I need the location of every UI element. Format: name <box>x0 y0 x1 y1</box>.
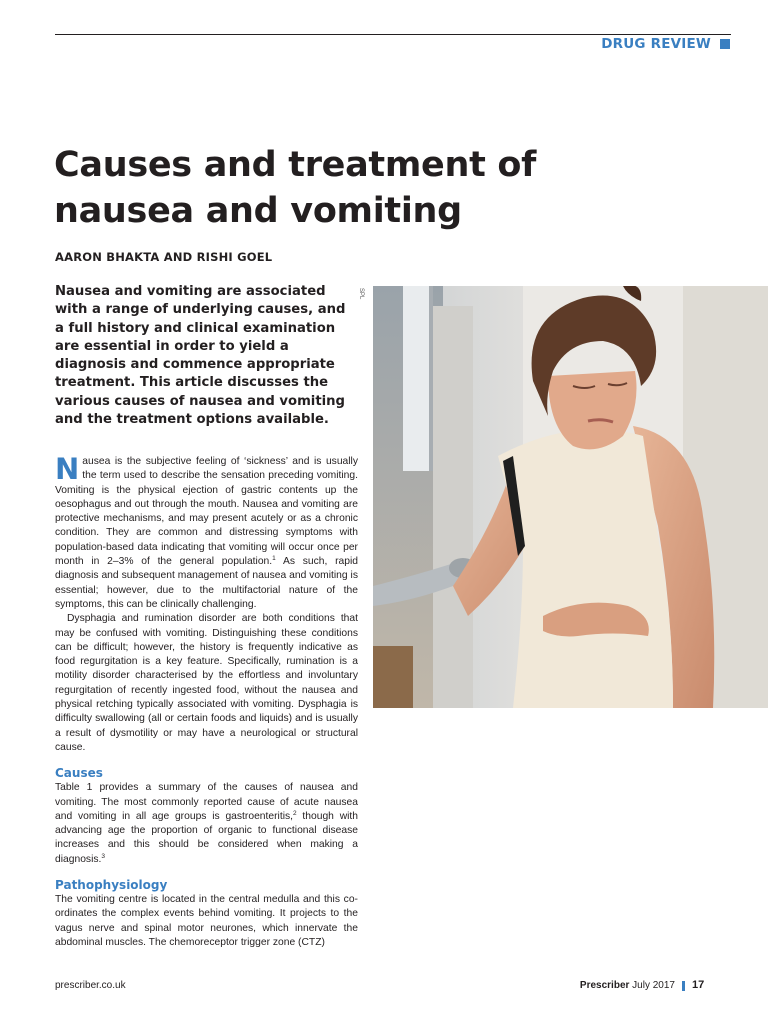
paragraph-4: The vomiting centre is located in the central medulla and this co-ordinates the complex events behind vomiting. It projects to the vagus nerve and spinal motor neurones, which innervate the abdominal muscles. The chemoreceptor trigger zone (CTZ) <box>55 894 358 948</box>
title-line-1: Causes and treatment of <box>54 145 537 185</box>
title-line-2: nausea and vomiting <box>54 191 462 231</box>
footer-journal: Prescriber <box>579 980 630 991</box>
drop-cap: N <box>55 452 80 486</box>
paragraph-2: Dysphagia and rumination disorder are both conditions that may be confused with vomiting. Distinguishing these conditions can be difficult; however, the history is frequently indicative as food regurgitation is a key feature. Specifically, rumination is a motility disorder characterised by the effortless and involuntary regurgitation of recently ingested food, without the nausea and physical retching typically associated with vomiting. Dysphagia is difficulty swallowing (all or certain foods and liquids) and is usually a result of dysmotility or may have a neurological or structural cause. <box>55 613 358 753</box>
footer-issue: July 2017 <box>629 980 675 991</box>
footer-divider <box>682 981 685 991</box>
woman-photo-illustration <box>373 286 768 708</box>
paragraph-1 <box>55 452 358 612</box>
article-standfirst: Nausea and vomiting are associated with a range of underlying causes, and a full history and clinical examination are essential in order to yield a diagnosis and commence appropriate treatment. This article discusses the various causes of nausea and vomiting and the treatment options available. <box>55 284 346 428</box>
header-rule <box>55 34 731 35</box>
footer-website: prescriber.co.uk <box>55 980 126 991</box>
paragraph-1-text-a: ausea is the subjective feeling of ‘sickness’ and is usually the term used to describe the sensation preceding vomiting. Vomiting is the physical ejection of gastric contents up the oesophagus and out through the mouth. Nausea and vomiting are protective mechanisms, and may present acutely or as a chronic condition. They are common and distressing symptoms with population-based data indicating that vomiting will occur once per month in 2–3% of the general population. <box>55 456 358 568</box>
paragraph-3-text-a: Table 1 provides a summary of the causes of nausea and vomiting. The most commonly reported cause of acute nausea and vomiting in all age groups is gastroenteritis, <box>55 782 358 822</box>
article-title <box>54 142 694 234</box>
reference-3: 3 <box>101 852 105 860</box>
heading-causes: Causes <box>55 766 103 781</box>
paragraph-3 <box>55 781 358 867</box>
article-photo <box>373 286 768 708</box>
article-body <box>55 452 359 950</box>
section-square-icon <box>720 39 730 49</box>
paragraph-3-text-b: though with advancing age the proportion of organic to functional disease increases and this should be considered when making a diagnosis. <box>55 810 359 865</box>
heading-pathophysiology: Pathophysiology <box>55 878 168 893</box>
article-authors: AARON BHAKTA AND RISHI GOEL <box>55 250 273 264</box>
reference-1: 1 <box>272 555 276 563</box>
section-label-text: DRUG REVIEW <box>601 36 711 52</box>
reference-2: 2 <box>293 809 297 817</box>
paragraph-1-text-b: As such, rapid diagnosis and subsequent management of nausea and vomiting is essential; however, due to the multifactorial nature of the symptoms, this can be clinically challenging. <box>55 556 358 610</box>
photo-credit: SPL <box>358 288 364 300</box>
section-label <box>601 36 730 52</box>
footer-publication <box>580 980 675 991</box>
page-number: 17 <box>692 979 705 991</box>
